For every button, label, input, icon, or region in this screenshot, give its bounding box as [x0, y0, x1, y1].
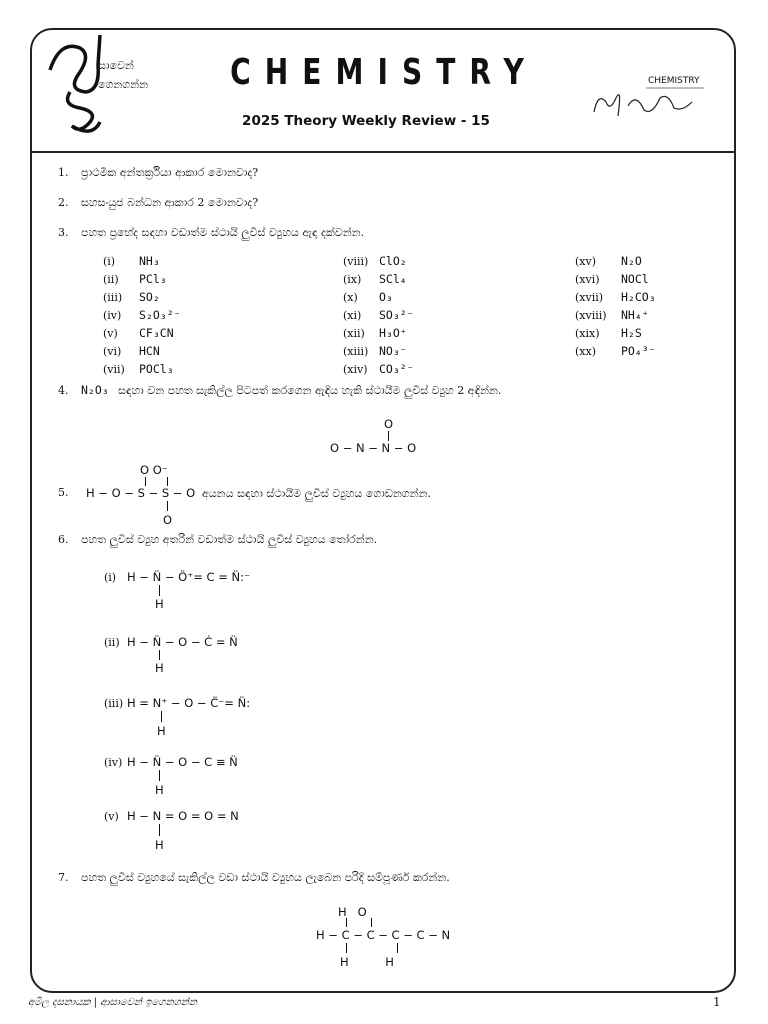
species-roman: (xii)	[343, 327, 365, 340]
q6-bond	[159, 585, 160, 596]
species-formula: H₂CO₃	[621, 290, 656, 304]
q6-bond	[159, 770, 160, 781]
q6-option-structure: H − N̈ − O − Ċ = N̈	[127, 635, 238, 649]
species-formula: CO₃²⁻	[379, 362, 414, 376]
species-formula: CF₃CN	[139, 326, 174, 340]
species-roman: (vii)	[103, 363, 125, 376]
q5-bond	[167, 477, 168, 486]
page-number: 1	[713, 995, 721, 1009]
question-4-text: සඳහා වන පහත සැකිල්ල පිටපත් කරගෙන ඇඳිය හැකි ස්ථායීම ලුවිස් ව්‍යුහ 2 අඳින්න.	[118, 384, 502, 397]
species-formula: NH₃	[139, 254, 160, 268]
q7-skeleton-main: H − C − C − C − C − N	[316, 928, 451, 942]
species-formula: NOCl	[621, 272, 649, 286]
question-4-formula: N₂O₃	[81, 383, 109, 397]
question-1-text: ප්‍රාථමික අන්තර්ක්‍රියා ආකාර මොනවාද?	[81, 166, 259, 179]
species-formula: SO₂	[139, 290, 160, 304]
question-3-text: පහත ප්‍රභේද සඳහා වඩාත්ම ස්ථායි ලුවිස් ව්‍යුහය ඇඳ දක්වන්න.	[81, 226, 365, 239]
species-roman: (xiv)	[343, 363, 368, 376]
species-formula: PCl₃	[139, 272, 167, 286]
question-3-number: 3.	[58, 226, 69, 239]
species-roman: (ii)	[103, 273, 119, 286]
question-6-text: පහත ලුවිස් ව්‍යුහ අතරින් වඩාත්ම ස්ථායි ලුවිස් ව්‍යුහය තෝරන්න.	[81, 533, 378, 546]
species-roman: (v)	[103, 327, 118, 340]
q6-bond	[159, 824, 160, 836]
logo-right-text: CHEMISTRY	[648, 76, 700, 86]
q5-bond	[167, 501, 168, 511]
species-roman: (x)	[343, 291, 358, 304]
q5-ion-bottom: O	[163, 513, 173, 527]
question-5-text: අයනය සඳහා ස්ථායීම ලුවිස් ව්‍යුහය ගොඩනගන්න.	[202, 487, 432, 500]
species-col-1	[103, 254, 181, 380]
species-formula: PO₄³⁻	[621, 344, 656, 358]
q6-option-h: H	[157, 724, 166, 738]
q5-ion-main: H − O − S − S − O	[86, 486, 196, 500]
q6-option-h: H	[155, 597, 164, 611]
species-formula: POCl₃	[139, 362, 174, 376]
species-formula: ClO₂	[379, 254, 407, 268]
q6-bond	[161, 711, 162, 722]
species-roman: (xvi)	[575, 273, 600, 286]
species-formula: H₃O⁺	[379, 326, 407, 340]
q7-bond	[346, 918, 347, 927]
logo-text-2: ගෙනගන්න	[98, 78, 149, 91]
species-roman: (xvii)	[575, 291, 604, 304]
q6-option-h: H	[155, 783, 164, 797]
brand-logo-right	[588, 72, 708, 124]
q7-bond	[397, 943, 398, 953]
question-5-number: 5.	[58, 486, 69, 499]
question-7-text: පහත ලුවිස් ව්‍යුහයේ සැකිල්ල වඩා ස්ථායි ව්‍යුහය ලැබෙන පරිදි සම්පූර්ණ කරන්න.	[81, 871, 450, 884]
species-col-2	[343, 254, 414, 380]
q6-option-label: (i)	[104, 571, 117, 584]
q7-bond	[346, 943, 347, 953]
question-4-number: 4.	[58, 384, 69, 397]
species-formula: NO₃⁻	[379, 344, 407, 358]
species-formula: H₂S	[621, 326, 642, 340]
question-6-number: 6.	[58, 533, 69, 546]
footer-author: අමිල දසනායක | ආසාවෙන් ඉගෙනගන්න	[28, 997, 197, 1008]
q6-option-structure: H − N = O = O = N	[127, 809, 239, 823]
question-2-number: 2.	[58, 196, 69, 209]
q6-option-structure: H − N̈ − O − C ≡ N̈	[127, 755, 238, 769]
q6-option-label: (v)	[104, 810, 119, 823]
species-formula: SO₃²⁻	[379, 308, 414, 322]
signature-icon	[588, 72, 708, 124]
species-formula: SCl₄	[379, 272, 407, 286]
species-formula: HCN	[139, 344, 160, 358]
q6-option-h: H	[155, 661, 164, 675]
species-col-3	[575, 254, 656, 362]
species-roman: (vi)	[103, 345, 122, 358]
q7-bond	[371, 918, 372, 927]
species-formula: NH₄⁺	[621, 308, 649, 322]
question-1-number: 1.	[58, 166, 69, 179]
question-2-text: සහසංයුජ බන්ධන ආකාර 2 මොනවාද?	[81, 196, 259, 209]
species-formula: O₃	[379, 290, 393, 304]
page-subtitle: 2025 Theory Weekly Review - 15	[242, 113, 490, 129]
q7-skeleton-bottom: H H	[340, 955, 394, 969]
logo-text-1: සාවෙන්	[98, 59, 134, 72]
q6-option-structure: H = N⁺ − O − C̈⁻= N̈:	[127, 696, 251, 710]
q5-ion-top: O O⁻	[140, 463, 168, 477]
q6-bond	[159, 650, 160, 660]
species-roman: (i)	[103, 255, 116, 268]
q4-skeleton-main: O − N − N − O	[330, 441, 417, 455]
species-roman: (viii)	[343, 255, 369, 268]
q6-option-label: (ii)	[104, 636, 120, 649]
q6-option-h: H	[155, 838, 164, 852]
species-formula: S₂O₃²⁻	[139, 308, 181, 322]
question-7-number: 7.	[58, 871, 69, 884]
species-roman: (xx)	[575, 345, 596, 358]
species-roman: (ix)	[343, 273, 362, 286]
species-roman: (xi)	[343, 309, 362, 322]
species-roman: (iii)	[103, 291, 123, 304]
q7-skeleton-top: H O	[338, 905, 367, 919]
species-roman: (iv)	[103, 309, 122, 322]
q5-bond	[145, 477, 146, 486]
page-title: CHEMISTRY	[230, 52, 538, 93]
q6-option-label: (iii)	[104, 697, 124, 710]
q4-skeleton-top: O	[384, 417, 394, 431]
species-roman: (xix)	[575, 327, 600, 340]
header-divider	[30, 151, 736, 153]
q6-option-label: (iv)	[104, 756, 123, 769]
species-roman: (xv)	[575, 255, 597, 268]
species-roman: (xviii)	[575, 309, 607, 322]
species-formula: N₂O	[621, 254, 642, 268]
species-roman: (xiii)	[343, 345, 369, 358]
q4-bond	[388, 431, 389, 441]
q6-option-structure: H − N̈ − Ö⁺= C = N̈:⁻	[127, 570, 251, 584]
